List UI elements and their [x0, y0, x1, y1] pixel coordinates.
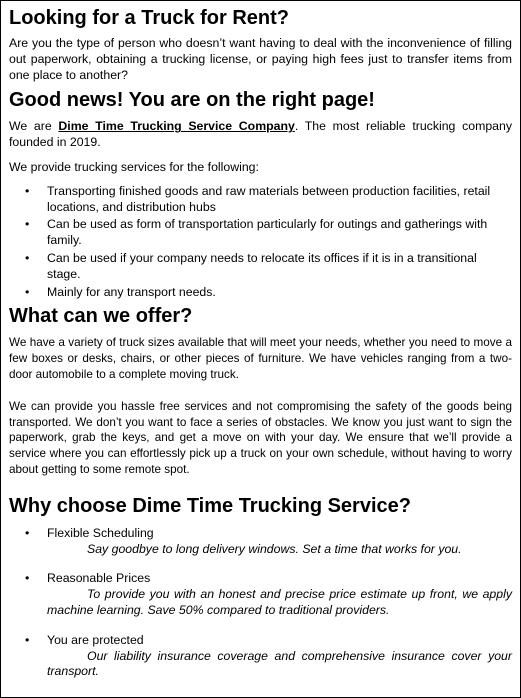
document-body	[1, 1, 520, 680]
heading-why-choose: Why choose Dime Time Trucking Service?	[9, 494, 411, 517]
intro-paragraph: Are you the type of person who doesn’t want having to deal with the inconvenience of filling out paperwork, obtaining a trucking license, or paying high fees just to transfer items from one place to another?	[9, 36, 512, 82]
offer-paragraph-2: We can provide you hassle free services and not compromising the safety of the goods being transported. We don’t you want to face a series of obstacles. We know you just want to sign the paperwork, grab the keys, and get a move on with your day. We ensure that we’ll provide a service where you can effortlessly pick up a truck on your own schedule, without having to worry about getting to some remote spot.	[9, 399, 512, 476]
we-are-prefix: We are	[9, 119, 59, 134]
list-item: • Can be used as form of transportation particularly for outings and gatherings with family.	[47, 217, 512, 249]
why-item-desc: To provide you with an honest and precise price estimate up front, we apply machine learning. Save 50% compared to traditional providers.	[47, 587, 512, 617]
why-list	[9, 526, 512, 680]
list-item	[47, 526, 512, 558]
why-item-title: • Reasonable Prices	[47, 571, 151, 586]
list-item: • Can be used if your company needs to relocate its offices if it is in a transitional stage.	[47, 251, 512, 283]
heading-good-news: Good news! You are on the right page!	[9, 89, 375, 112]
we-are-paragraph	[9, 119, 512, 151]
provide-intro: We provide trucking services for the following:	[9, 159, 259, 174]
list-item: • Mainly for any transport needs.	[47, 285, 512, 301]
why-item-title: • Flexible Scheduling	[47, 525, 154, 540]
list-item	[47, 633, 512, 680]
services-list	[9, 184, 512, 301]
offer-paragraph-1: We have a variety of truck sizes available that will meet your needs, whether you need to move a few boxes or desks, chairs, or other pieces of furniture. We have vehicles ranging from a two-door automobile to a complete moving truck.	[9, 336, 512, 381]
we-are-suffix: . The most reliable trucking company founded in 2019.	[9, 119, 512, 150]
why-item-desc: Say goodbye to long delivery windows. Set a time that works for you.	[87, 541, 462, 556]
heading-truck-for-rent: Looking for a Truck for Rent?	[9, 7, 290, 29]
list-item: • Transporting finished goods and raw materials between production facilities, retail locations, and distribution hubs	[47, 184, 512, 216]
heading-what-can-we-offer: What can we offer?	[9, 305, 193, 328]
list-item	[47, 571, 512, 618]
company-name: Dime Time Trucking Service Company	[58, 119, 295, 134]
why-item-desc: Our liability insurance coverage and comprehensive insurance cover your transport.	[47, 648, 512, 679]
why-item-title: • You are protected	[47, 632, 144, 647]
